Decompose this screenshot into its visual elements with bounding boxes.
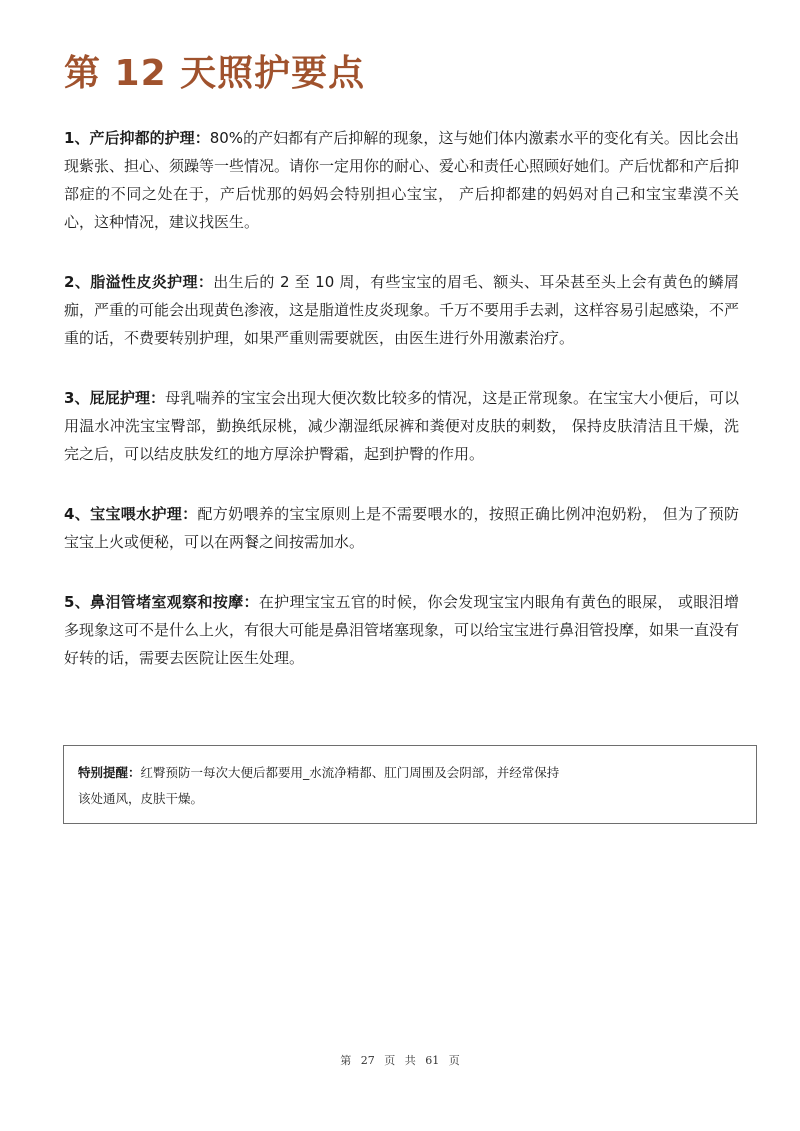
footer-page-word: 页	[384, 1054, 396, 1067]
section-seborrheic-dermatitis	[64, 268, 739, 352]
footer-page-number: 27	[360, 1054, 375, 1067]
page-title: 第 12 天照护要点	[64, 53, 366, 94]
section-heading: 2、脂溢性皮炎护理：	[64, 273, 214, 291]
footer-prefix: 第	[340, 1054, 352, 1067]
page-footer	[0, 1052, 800, 1068]
section-tear-duct	[64, 588, 739, 672]
section-water-feeding	[64, 500, 739, 556]
section-postpartum-depression	[64, 124, 739, 236]
section-heading: 5、鼻泪管堵室观察和按摩：	[64, 593, 259, 611]
footer-total-pages: 61	[425, 1054, 440, 1067]
footer-total-word: 共	[404, 1054, 416, 1067]
special-reminder-box	[63, 745, 757, 824]
section-body: 在护理宝宝五官的时候，你会发现宝宝内眼角有黄色的眼屎， 或眼泪增多现象这可不是什么上火，有很大可能是鼻泪管堵塞现象，可以给宝宝进行鼻泪管投摩，如果一直没有好转的话，需要去医院让医生处理。	[64, 593, 740, 667]
section-heading: 1、产后抑都的护理：	[64, 129, 210, 147]
section-heading: 4、宝宝喂水护理：	[64, 505, 198, 523]
footer-suffix: 页	[448, 1054, 460, 1067]
reminder-text: 红臀预防一每次大便后都要用_水流净精都、肛门周围及会阴部，并经常保持	[140, 765, 560, 780]
reminder-label: 特别提醒：	[78, 765, 141, 780]
section-body: 配方奶喂养的宝宝原则上是不需要喂水的，按照正确比例冲泡奶粉， 但为了预防宝宝上火或便秘，可以在两餐之间按需加水。	[64, 505, 739, 551]
section-bottom-care	[64, 384, 739, 468]
section-body: 80%的产妇都有产后抑解的现象，这与她们体内激素水平的变化有关。因比会出现紫张、担心、须躁等一些情况。请你一定用你的耐心、爱心和责任心照顾好她们。产后忧都和产后抑部症的不同之处在于，产后忧那的妈妈会特别担心宝宝， 产后抑都建的妈妈对自己和宝宝辈漠不关心，这种情况，建议找医生。	[64, 129, 740, 231]
care-sections	[64, 124, 739, 704]
section-body: 出生后的 2 至 10 周，有些宝宝的眉毛、额头、耳朵甚至头上会有黄色的鳞屑痂，严重的可能会出现黄色渗液，这是脂道性皮炎现象。千万不要用手去剥，这样容易引起感染，不严重的话，不费要转别护理，如果严重则需要就医，由医生进行外用激素治疗。	[64, 273, 740, 347]
section-body: 母乳喘养的宝宝会出现大便次数比较多的情况，这是正常现象。在宝宝大小便后，可以用温水冲洗宝宝臀部，勤换纸尿桃，减少潮湿纸尿裤和粪便对皮肤的刺数， 保持皮肤清洁且干燥，洗完之后，可以结皮肤发红的地方厚涂护臀霜，起到护臀的作用。	[64, 389, 739, 463]
reminder-line-2: 该处通风，皮肤干燥。	[78, 791, 204, 806]
section-heading: 3、屁屁护理：	[64, 389, 166, 407]
reminder-line-1	[78, 760, 742, 786]
